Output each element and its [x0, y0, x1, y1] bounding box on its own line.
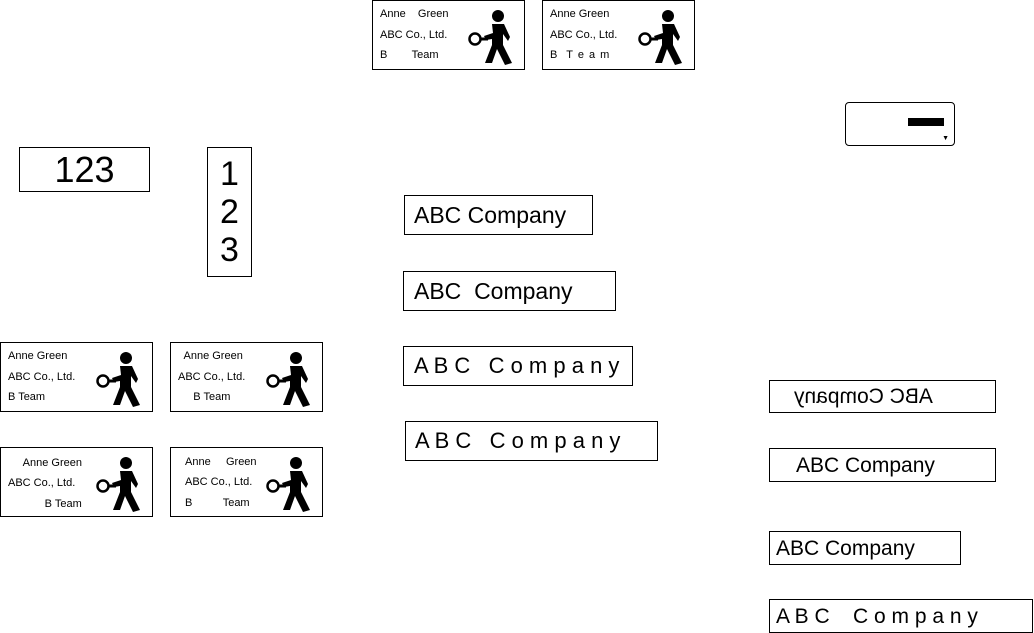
name-badge-label-6: [170, 447, 323, 517]
person-pulling-key-icon: [266, 456, 316, 512]
abc-company-text: ABC Company: [414, 201, 567, 228]
abc-company-label-mirrored: [769, 380, 996, 413]
digit-3: 3: [220, 231, 239, 269]
abc-company-text: A B C C o m p a n y: [414, 353, 620, 378]
abc-company-label-2: [403, 271, 616, 311]
abc-company-text: ABC Company: [414, 277, 573, 304]
digit-1: 1: [220, 155, 239, 193]
badge-name: Anne Green: [8, 457, 82, 469]
badge-company: ABC Co., Ltd.: [550, 29, 618, 41]
badge-name: Anne Green: [178, 350, 243, 362]
name-badge-label-3: [0, 342, 153, 412]
name-badge-label-1: [372, 0, 525, 70]
badge-company: ABC Co., Ltd.: [8, 477, 76, 489]
badge-team: B Team: [8, 391, 46, 403]
badge-name: Anne Green: [8, 350, 68, 362]
badge-name: Anne Green: [550, 8, 610, 20]
badge-company: ABC Co., Ltd.: [380, 29, 448, 41]
badge-name: Anne Green: [380, 8, 449, 20]
person-pulling-key-icon: [96, 351, 146, 407]
number-label-vertical: [207, 147, 252, 277]
person-pulling-key-icon: [638, 9, 688, 65]
abc-company-text: ABC Company: [796, 453, 935, 477]
badge-company: ABC Co., Ltd.: [185, 476, 253, 488]
line-style-dropdown[interactable]: [845, 102, 955, 146]
badge-team: B Team: [178, 391, 231, 403]
badge-company: ABC Co., Ltd.: [8, 371, 76, 383]
badge-team: B Team: [8, 498, 82, 510]
abc-company-text: ABC Company: [794, 385, 933, 408]
badge-company: ABC Co., Ltd.: [178, 371, 246, 383]
badge-name: Anne Green: [185, 456, 257, 468]
badge-team: B Team: [185, 497, 250, 509]
person-pulling-key-icon: [96, 456, 146, 512]
abc-company-label-1: [404, 195, 593, 235]
digit-2: 2: [220, 193, 239, 231]
abc-company-label-7: [769, 599, 1033, 633]
abc-company-label-5: [769, 448, 996, 482]
abc-company-label-6: [769, 531, 961, 565]
abc-company-text: ABC Company: [776, 536, 915, 560]
abc-company-text: A B C C o m p a n y: [776, 604, 978, 628]
person-pulling-key-icon: [468, 9, 518, 65]
abc-company-label-4: [405, 421, 658, 461]
abc-company-label-3: [403, 346, 633, 386]
abc-company-text: A B C C o m p a n y: [415, 428, 621, 453]
badge-team: B Team: [380, 49, 439, 61]
line-thickness-swatch: [908, 118, 944, 126]
number-text: 123: [54, 148, 115, 190]
name-badge-label-5: [0, 447, 153, 517]
name-badge-label-4: [170, 342, 323, 412]
name-badge-label-2: [542, 0, 695, 70]
number-label-horizontal: [19, 147, 150, 192]
person-pulling-key-icon: [266, 351, 316, 407]
badge-team: B T e a m: [550, 49, 611, 61]
dropdown-arrow-icon: ▼: [942, 135, 949, 142]
